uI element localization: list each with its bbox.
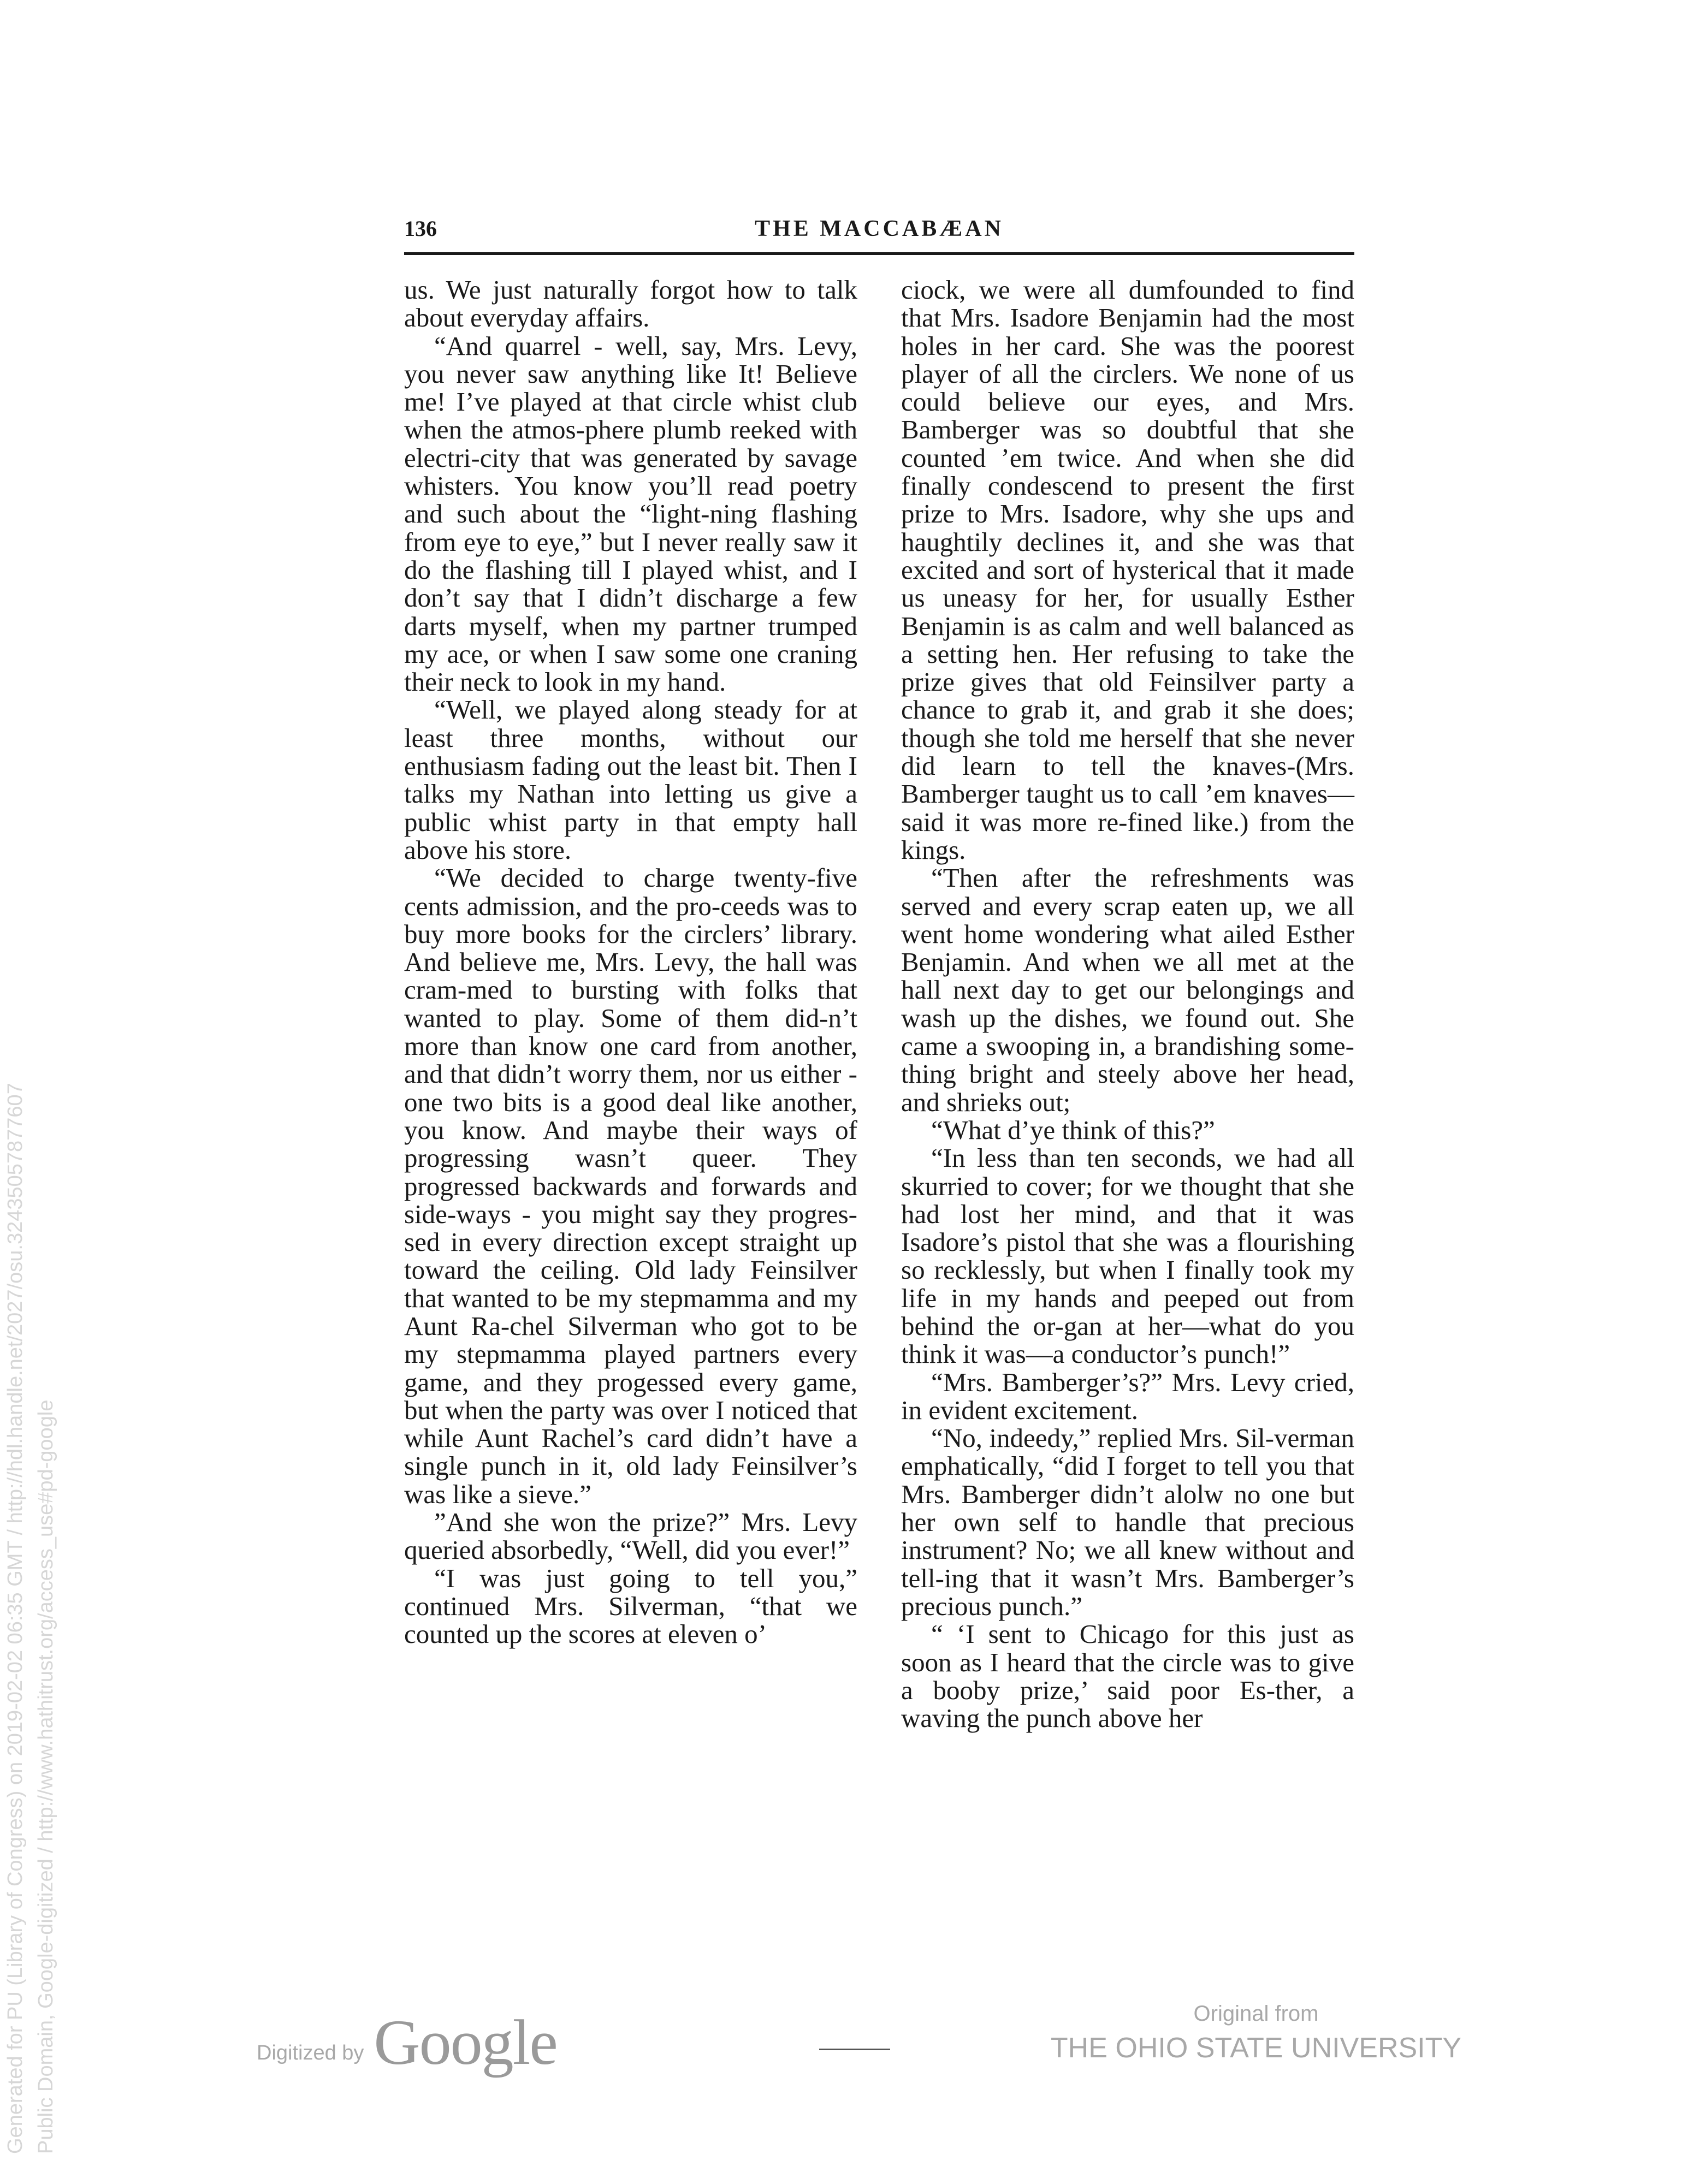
- institution-name: THE OHIO STATE UNIVERSITY: [1050, 2032, 1462, 2064]
- original-from-label: Original from: [1193, 2002, 1319, 2026]
- paragraph: “I was just going to tell you,” continued Mrs. Silverman, “that we counted up the scores at eleven o’: [404, 1563, 857, 1649]
- google-logo: Google: [374, 2007, 557, 2078]
- digitized-by-google: [257, 2007, 557, 2078]
- paragraph: “In less than ten seconds, we had all skurried to cover; for we thought that she had lost her mind, and that it was Isadore’s pistol that she was a flourishing so recklessly, but when I finally took my life in my hands and peeped out from behind the or-gan at her—what do you think it was—a conductor’s punch!”: [901, 1143, 1354, 1369]
- paragraph: “Then after the refreshments was served and every scrap eaten up, we all went home wondering what ailed Esther Benjamin. And when we all met at the hall next day to get our belongings and wash up the dishes, we found out. She came a swooping in, a brandishing some-thing bright and steely above her head, and shrieks out;: [901, 863, 1354, 1117]
- paragraph: “We decided to charge twenty-five cents admission, and the pro-ceeds was to buy more books for the circlers’ library. And believe me, Mrs. Levy, the hall was cram-med to bursting with folks that wanted to play. Some of them did-n’t more than know one card from another, and that didn’t worry them, nor us either - one two bits is a good deal like another, you know. And maybe their ways of progressing wasn’t queer. They progressed backwards and forwards and side-ways - you might say they progres-sed in every direction except straight up toward the ceiling. Old lady Feinsilver that wanted to be my stepmamma and my Aunt Ra-chel Silverman who got to be my stepmamma played partners every game, and they progessed every game, but when the party was over I noticed that while Aunt Rachel’s card didn’t have a single punch in it, old lady Feinsilver’s was like a sieve.”: [404, 863, 857, 1509]
- header-rule: [404, 252, 1354, 255]
- paragraph: us. We just naturally forgot how to talk about everyday affairs.: [404, 275, 857, 333]
- footer-divider: [819, 2049, 890, 2050]
- original-from-block: [1038, 1998, 1474, 2067]
- running-title: THE MACCABÆAN: [755, 216, 1004, 241]
- paragraph: “No, indeedy,” replied Mrs. Sil-verman emphatically, “did I forget to tell you that Mrs. Bamberger didn’t alolw no one but her own self to handle that precious instrument? No; we all knew without and tell-ing that it wasn’t Mrs. Bamberger’s precious punch.”: [901, 1423, 1354, 1621]
- side-watermark: [0, 516, 98, 2154]
- right-column: [901, 276, 1354, 1732]
- page-header: [404, 216, 1354, 248]
- paragraph: “Well, we played along steady for at least three months, without our enthusiasm fading out the least bit. Then I talks my Nathan into letting us give a public whist party in that empty hall above his store.: [404, 695, 857, 865]
- page-number: 136: [404, 216, 437, 241]
- paragraph: “ ‘I sent to Chicago for this just as soon as I heard that the circle was to give a booby prize,’ said poor Es-ther, a waving the punch above her: [901, 1619, 1354, 1734]
- digitized-by-label: Digitized by: [257, 2041, 364, 2064]
- left-column: [404, 276, 857, 1648]
- paragraph: ciock, we were all dumfounded to find that Mrs. Isadore Benjamin had the most holes in her card. She was the poorest player of all the circlers. We none of us could believe our eyes, and Mrs. Bamberger was so doubtful that she counted ’em twice. And when she did finally condescend to present the first prize to Mrs. Isadore, why she ups and haughtily declines it, and she was that excited and sort of hysterical that it made us uneasy for her, for usually Esther Benjamin is as calm and well balanced as a setting hen. Her refusing to take the prize gives that old Feinsilver party a chance to grab it, and grab it she does; though she told me herself that she never did learn to tell the knaves-(Mrs. Bamberger taught us to call ’em knaves—said it was more re-fined like.) from the kings.: [901, 275, 1354, 865]
- paragraph: “Mrs. Bamberger’s?” Mrs. Levy cried, in evident excitement.: [901, 1367, 1354, 1425]
- watermark-line: Public Domain, Google-digitized / http://www.hathitrust.org/access_use#pd-google: [34, 1399, 57, 2154]
- paragraph: “And quarrel - well, say, Mrs. Levy, you never saw anything like It! Believe me! I’ve played at that circle whist club when the atmos-phere plumb reeked with electri-city that was generated by savage whisters. You know you’ll read poetry and such about the “light-ning flashing from eye to eye,” but I never really saw it do the flashing till I played whist, and I don’t say that I didn’t discharge a few darts myself, when my partner trumped my ace, or when I saw some one craning their neck to look in my hand.: [404, 330, 857, 697]
- paragraph: “What d’ye think of this?”: [931, 1114, 1215, 1145]
- paragraph: ”And she won the prize?” Mrs. Levy queried absorbedly, “Well, did you ever!”: [404, 1507, 857, 1565]
- watermark-line: Generated for PU (Library of Congress) on 2019-02-02 06:35 GMT / http://hdl.handle.net/2027/osu.32435057877607: [4, 1083, 27, 2154]
